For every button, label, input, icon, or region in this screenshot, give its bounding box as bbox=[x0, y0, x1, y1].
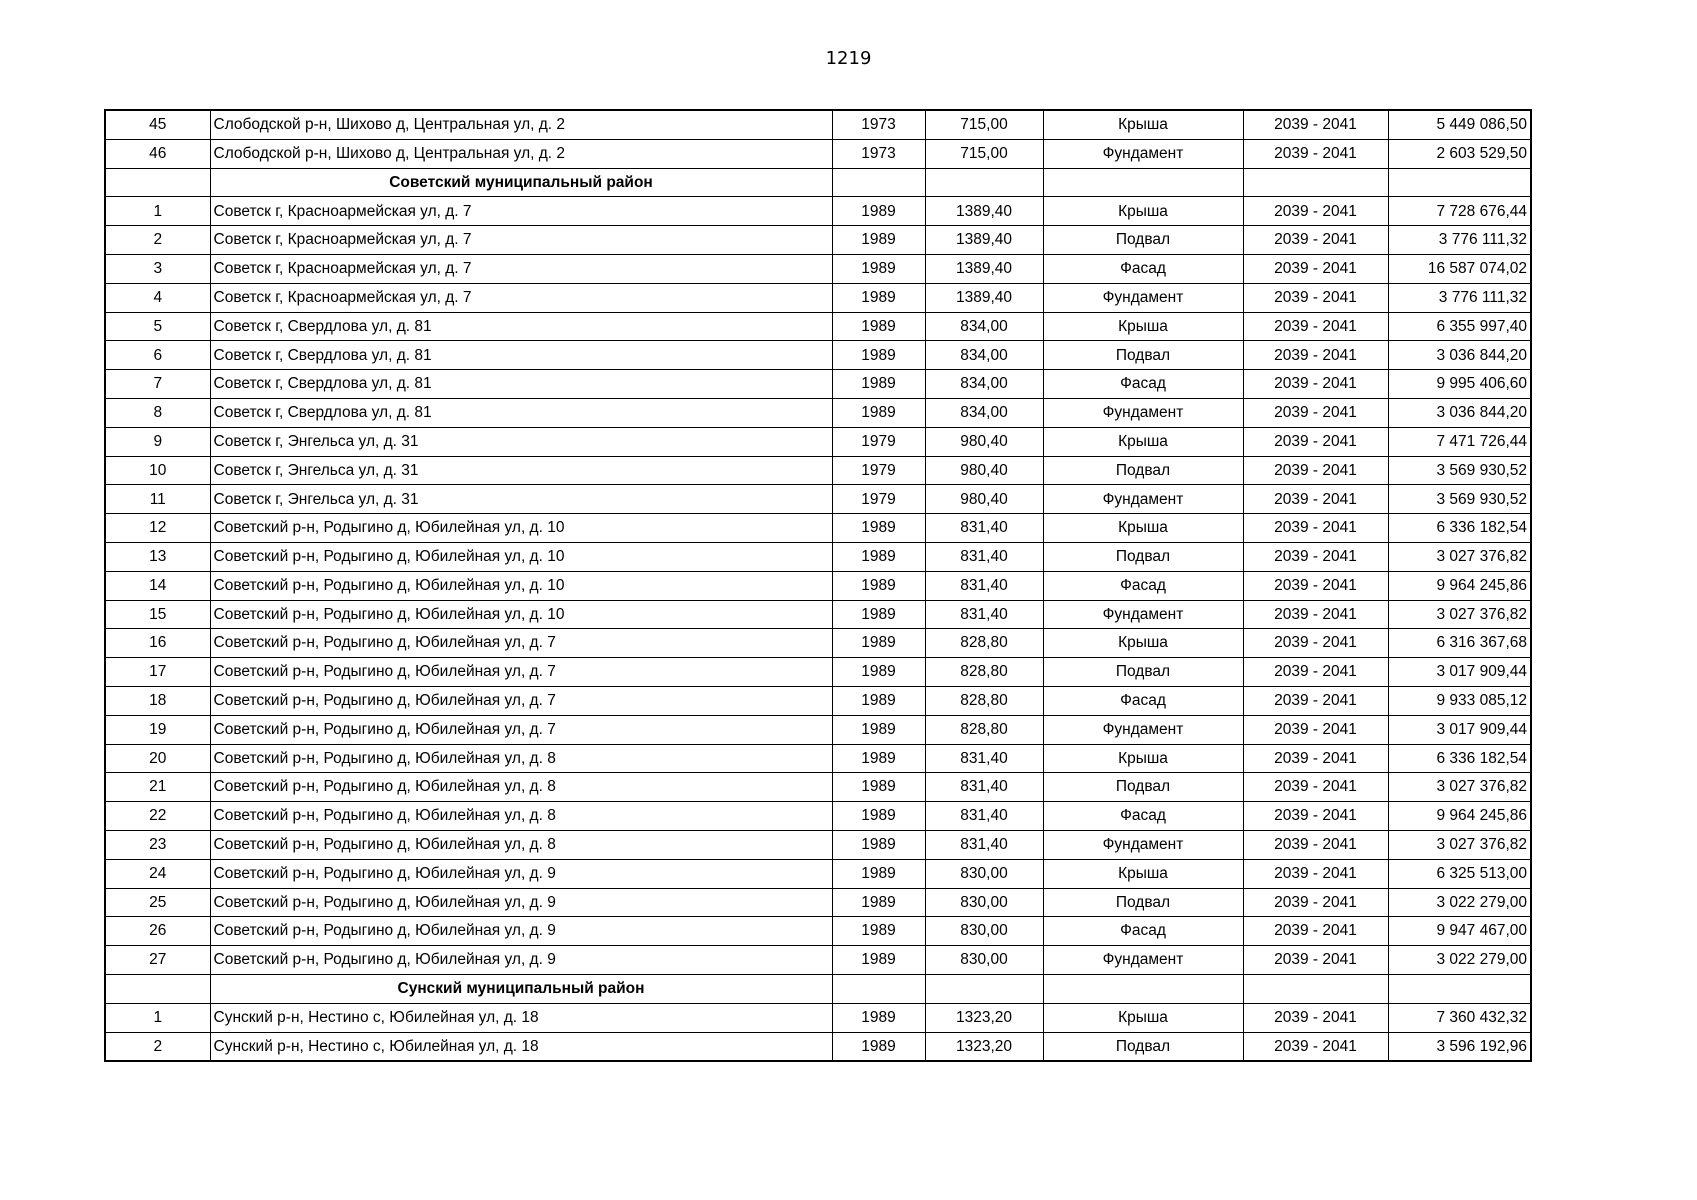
period-cell: 2039 - 2041 bbox=[1243, 802, 1388, 831]
area-cell: 834,00 bbox=[925, 370, 1043, 399]
address-cell: Советский р-н, Родыгино д, Юбилейная ул, д. 9 bbox=[210, 859, 832, 888]
build-year-cell: 1989 bbox=[832, 341, 925, 370]
work-type-cell: Крыша bbox=[1043, 427, 1243, 456]
build-year-cell: 1989 bbox=[832, 686, 925, 715]
empty-cell bbox=[1043, 168, 1243, 197]
period-cell: 2039 - 2041 bbox=[1243, 629, 1388, 658]
table-row bbox=[105, 600, 1531, 629]
period-cell: 2039 - 2041 bbox=[1243, 571, 1388, 600]
work-type-cell: Крыша bbox=[1043, 859, 1243, 888]
period-cell: 2039 - 2041 bbox=[1243, 312, 1388, 341]
table-row bbox=[105, 830, 1531, 859]
table-row bbox=[105, 1003, 1531, 1032]
period-cell: 2039 - 2041 bbox=[1243, 600, 1388, 629]
row-number-cell: 2 bbox=[105, 1032, 210, 1061]
work-type-cell: Фасад bbox=[1043, 254, 1243, 283]
row-number-cell: 20 bbox=[105, 744, 210, 773]
build-year-cell: 1989 bbox=[832, 254, 925, 283]
cost-cell: 3 027 376,82 bbox=[1388, 830, 1531, 859]
area-cell: 831,40 bbox=[925, 600, 1043, 629]
section-header-row bbox=[105, 168, 1531, 197]
cost-cell: 7 360 432,32 bbox=[1388, 1003, 1531, 1032]
work-type-cell: Фундамент bbox=[1043, 600, 1243, 629]
empty-cell bbox=[832, 168, 925, 197]
row-number-cell: 23 bbox=[105, 830, 210, 859]
area-cell: 831,40 bbox=[925, 773, 1043, 802]
period-cell: 2039 - 2041 bbox=[1243, 888, 1388, 917]
work-type-cell: Фасад bbox=[1043, 571, 1243, 600]
area-cell: 1389,40 bbox=[925, 197, 1043, 226]
build-year-cell: 1973 bbox=[832, 110, 925, 139]
cost-cell: 3 596 192,96 bbox=[1388, 1032, 1531, 1061]
period-cell: 2039 - 2041 bbox=[1243, 370, 1388, 399]
work-type-cell: Фундамент bbox=[1043, 485, 1243, 514]
cost-cell: 3 027 376,82 bbox=[1388, 600, 1531, 629]
row-number-cell: 18 bbox=[105, 686, 210, 715]
work-type-cell: Подвал bbox=[1043, 542, 1243, 571]
address-cell: Советский р-н, Родыгино д, Юбилейная ул, д. 10 bbox=[210, 542, 832, 571]
work-type-cell: Фундамент bbox=[1043, 398, 1243, 427]
area-cell: 980,40 bbox=[925, 427, 1043, 456]
work-type-cell: Крыша bbox=[1043, 110, 1243, 139]
table-row bbox=[105, 197, 1531, 226]
area-cell: 830,00 bbox=[925, 888, 1043, 917]
cost-cell: 9 964 245,86 bbox=[1388, 571, 1531, 600]
row-number-cell: 5 bbox=[105, 312, 210, 341]
row-number-cell: 17 bbox=[105, 658, 210, 687]
cost-cell: 5 449 086,50 bbox=[1388, 110, 1531, 139]
build-year-cell: 1989 bbox=[832, 859, 925, 888]
cost-cell: 9 933 085,12 bbox=[1388, 686, 1531, 715]
area-cell: 831,40 bbox=[925, 830, 1043, 859]
work-type-cell: Подвал bbox=[1043, 226, 1243, 255]
cost-cell: 3 036 844,20 bbox=[1388, 341, 1531, 370]
work-type-cell: Крыша bbox=[1043, 744, 1243, 773]
address-cell: Советский р-н, Родыгино д, Юбилейная ул, д. 7 bbox=[210, 629, 832, 658]
address-cell: Советский р-н, Родыгино д, Юбилейная ул, д. 8 bbox=[210, 744, 832, 773]
table-row bbox=[105, 283, 1531, 312]
area-cell: 828,80 bbox=[925, 658, 1043, 687]
build-year-cell: 1989 bbox=[832, 398, 925, 427]
address-cell: Советск г, Красноармейская ул, д. 7 bbox=[210, 226, 832, 255]
work-type-cell: Фундамент bbox=[1043, 139, 1243, 168]
row-number-cell: 25 bbox=[105, 888, 210, 917]
empty-cell bbox=[1388, 974, 1531, 1003]
cost-cell: 6 355 997,40 bbox=[1388, 312, 1531, 341]
address-cell: Советск г, Энгельса ул, д. 31 bbox=[210, 485, 832, 514]
cost-cell: 3 022 279,00 bbox=[1388, 946, 1531, 975]
period-cell: 2039 - 2041 bbox=[1243, 139, 1388, 168]
area-cell: 1323,20 bbox=[925, 1003, 1043, 1032]
area-cell: 980,40 bbox=[925, 485, 1043, 514]
address-cell: Советский р-н, Родыгино д, Юбилейная ул, д. 8 bbox=[210, 830, 832, 859]
table-row bbox=[105, 456, 1531, 485]
area-cell: 831,40 bbox=[925, 802, 1043, 831]
period-cell: 2039 - 2041 bbox=[1243, 485, 1388, 514]
area-cell: 715,00 bbox=[925, 110, 1043, 139]
area-cell: 828,80 bbox=[925, 686, 1043, 715]
area-cell: 1389,40 bbox=[925, 254, 1043, 283]
build-year-cell: 1989 bbox=[832, 370, 925, 399]
table-row bbox=[105, 744, 1531, 773]
cost-cell: 3 027 376,82 bbox=[1388, 542, 1531, 571]
period-cell: 2039 - 2041 bbox=[1243, 542, 1388, 571]
table-row bbox=[105, 398, 1531, 427]
cost-cell: 3 569 930,52 bbox=[1388, 456, 1531, 485]
build-year-cell: 1989 bbox=[832, 802, 925, 831]
area-cell: 831,40 bbox=[925, 744, 1043, 773]
address-cell: Советск г, Свердлова ул, д. 81 bbox=[210, 341, 832, 370]
cost-cell: 3 017 909,44 bbox=[1388, 658, 1531, 687]
cost-cell: 9 947 467,00 bbox=[1388, 917, 1531, 946]
row-number-cell: 1 bbox=[105, 197, 210, 226]
build-year-cell: 1989 bbox=[832, 600, 925, 629]
build-year-cell: 1989 bbox=[832, 946, 925, 975]
table-row bbox=[105, 658, 1531, 687]
row-number-cell: 45 bbox=[105, 110, 210, 139]
table-row bbox=[105, 1032, 1531, 1061]
build-year-cell: 1989 bbox=[832, 658, 925, 687]
build-year-cell: 1989 bbox=[832, 830, 925, 859]
build-year-cell: 1989 bbox=[832, 744, 925, 773]
period-cell: 2039 - 2041 bbox=[1243, 658, 1388, 687]
period-cell: 2039 - 2041 bbox=[1243, 427, 1388, 456]
empty-cell bbox=[105, 974, 210, 1003]
area-cell: 831,40 bbox=[925, 542, 1043, 571]
section-title: Сунский муниципальный район bbox=[210, 974, 832, 1003]
row-number-cell: 11 bbox=[105, 485, 210, 514]
work-type-cell: Фасад bbox=[1043, 802, 1243, 831]
period-cell: 2039 - 2041 bbox=[1243, 110, 1388, 139]
address-cell: Советский р-н, Родыгино д, Юбилейная ул, д. 7 bbox=[210, 715, 832, 744]
row-number-cell: 22 bbox=[105, 802, 210, 831]
work-type-cell: Фундамент bbox=[1043, 715, 1243, 744]
cost-cell: 9 964 245,86 bbox=[1388, 802, 1531, 831]
work-type-cell: Фундамент bbox=[1043, 830, 1243, 859]
work-type-cell: Подвал bbox=[1043, 658, 1243, 687]
cost-cell: 3 776 111,32 bbox=[1388, 226, 1531, 255]
address-cell: Слободской р-н, Шихово д, Центральная ул, д. 2 bbox=[210, 110, 832, 139]
address-cell: Сунский р-н, Нестино с, Юбилейная ул, д. 18 bbox=[210, 1032, 832, 1061]
area-cell: 831,40 bbox=[925, 571, 1043, 600]
row-number-cell: 21 bbox=[105, 773, 210, 802]
build-year-cell: 1989 bbox=[832, 283, 925, 312]
cost-cell: 3 017 909,44 bbox=[1388, 715, 1531, 744]
row-number-cell: 9 bbox=[105, 427, 210, 456]
period-cell: 2039 - 2041 bbox=[1243, 859, 1388, 888]
row-number-cell: 14 bbox=[105, 571, 210, 600]
address-cell: Советский р-н, Родыгино д, Юбилейная ул, д. 10 bbox=[210, 514, 832, 543]
period-cell: 2039 - 2041 bbox=[1243, 514, 1388, 543]
build-year-cell: 1989 bbox=[832, 226, 925, 255]
cost-cell: 3 569 930,52 bbox=[1388, 485, 1531, 514]
row-number-cell: 27 bbox=[105, 946, 210, 975]
address-cell: Советск г, Свердлова ул, д. 81 bbox=[210, 398, 832, 427]
row-number-cell: 24 bbox=[105, 859, 210, 888]
work-type-cell: Фасад bbox=[1043, 370, 1243, 399]
table-row bbox=[105, 859, 1531, 888]
area-cell: 1389,40 bbox=[925, 226, 1043, 255]
row-number-cell: 1 bbox=[105, 1003, 210, 1032]
area-cell: 1389,40 bbox=[925, 283, 1043, 312]
table-row bbox=[105, 571, 1531, 600]
row-number-cell: 16 bbox=[105, 629, 210, 658]
row-number-cell: 10 bbox=[105, 456, 210, 485]
cost-cell: 9 995 406,60 bbox=[1388, 370, 1531, 399]
cost-cell: 3 036 844,20 bbox=[1388, 398, 1531, 427]
page-number: 1219 bbox=[825, 48, 872, 69]
cost-cell: 2 603 529,50 bbox=[1388, 139, 1531, 168]
work-type-cell: Подвал bbox=[1043, 888, 1243, 917]
build-year-cell: 1979 bbox=[832, 456, 925, 485]
empty-cell bbox=[1388, 168, 1531, 197]
row-number-cell: 3 bbox=[105, 254, 210, 283]
address-cell: Советск г, Свердлова ул, д. 81 bbox=[210, 370, 832, 399]
build-year-cell: 1989 bbox=[832, 312, 925, 341]
period-cell: 2039 - 2041 bbox=[1243, 1003, 1388, 1032]
cost-cell: 3 027 376,82 bbox=[1388, 773, 1531, 802]
period-cell: 2039 - 2041 bbox=[1243, 456, 1388, 485]
address-cell: Советский р-н, Родыгино д, Юбилейная ул, д. 9 bbox=[210, 917, 832, 946]
section-title: Советский муниципальный район bbox=[210, 168, 832, 197]
area-cell: 715,00 bbox=[925, 139, 1043, 168]
section-header-row bbox=[105, 974, 1531, 1003]
address-cell: Советск г, Энгельса ул, д. 31 bbox=[210, 456, 832, 485]
period-cell: 2039 - 2041 bbox=[1243, 830, 1388, 859]
build-year-cell: 1989 bbox=[832, 197, 925, 226]
period-cell: 2039 - 2041 bbox=[1243, 744, 1388, 773]
row-number-cell: 46 bbox=[105, 139, 210, 168]
period-cell: 2039 - 2041 bbox=[1243, 917, 1388, 946]
empty-cell bbox=[1243, 168, 1388, 197]
table-row bbox=[105, 917, 1531, 946]
build-year-cell: 1989 bbox=[832, 888, 925, 917]
row-number-cell: 26 bbox=[105, 917, 210, 946]
table-row bbox=[105, 773, 1531, 802]
area-cell: 834,00 bbox=[925, 398, 1043, 427]
area-cell: 831,40 bbox=[925, 514, 1043, 543]
period-cell: 2039 - 2041 bbox=[1243, 398, 1388, 427]
work-type-cell: Крыша bbox=[1043, 312, 1243, 341]
address-cell: Советский р-н, Родыгино д, Юбилейная ул, д. 7 bbox=[210, 658, 832, 687]
period-cell: 2039 - 2041 bbox=[1243, 283, 1388, 312]
address-cell: Советск г, Красноармейская ул, д. 7 bbox=[210, 254, 832, 283]
build-year-cell: 1979 bbox=[832, 427, 925, 456]
build-year-cell: 1973 bbox=[832, 139, 925, 168]
repair-schedule-table bbox=[104, 109, 1532, 1062]
empty-cell bbox=[925, 168, 1043, 197]
row-number-cell: 8 bbox=[105, 398, 210, 427]
empty-cell bbox=[105, 168, 210, 197]
cost-cell: 6 336 182,54 bbox=[1388, 744, 1531, 773]
work-type-cell: Крыша bbox=[1043, 1003, 1243, 1032]
table-row bbox=[105, 370, 1531, 399]
row-number-cell: 4 bbox=[105, 283, 210, 312]
period-cell: 2039 - 2041 bbox=[1243, 946, 1388, 975]
row-number-cell: 15 bbox=[105, 600, 210, 629]
build-year-cell: 1989 bbox=[832, 773, 925, 802]
address-cell: Советский р-н, Родыгино д, Юбилейная ул, д. 9 bbox=[210, 946, 832, 975]
table-row bbox=[105, 110, 1531, 139]
address-cell: Советский р-н, Родыгино д, Юбилейная ул, д. 10 bbox=[210, 600, 832, 629]
work-type-cell: Фасад bbox=[1043, 917, 1243, 946]
work-type-cell: Подвал bbox=[1043, 1032, 1243, 1061]
address-cell: Советск г, Свердлова ул, д. 81 bbox=[210, 312, 832, 341]
address-cell: Советский р-н, Родыгино д, Юбилейная ул, д. 10 bbox=[210, 571, 832, 600]
empty-cell bbox=[925, 974, 1043, 1003]
work-type-cell: Подвал bbox=[1043, 341, 1243, 370]
period-cell: 2039 - 2041 bbox=[1243, 686, 1388, 715]
empty-cell bbox=[832, 974, 925, 1003]
build-year-cell: 1989 bbox=[832, 571, 925, 600]
table-row bbox=[105, 254, 1531, 283]
row-number-cell: 6 bbox=[105, 341, 210, 370]
area-cell: 834,00 bbox=[925, 312, 1043, 341]
work-type-cell: Крыша bbox=[1043, 197, 1243, 226]
build-year-cell: 1979 bbox=[832, 485, 925, 514]
empty-cell bbox=[1243, 974, 1388, 1003]
table-row bbox=[105, 802, 1531, 831]
cost-cell: 7 471 726,44 bbox=[1388, 427, 1531, 456]
cost-cell: 3 776 111,32 bbox=[1388, 283, 1531, 312]
table-row bbox=[105, 542, 1531, 571]
row-number-cell: 7 bbox=[105, 370, 210, 399]
build-year-cell: 1989 bbox=[832, 629, 925, 658]
table-row bbox=[105, 485, 1531, 514]
cost-cell: 6 336 182,54 bbox=[1388, 514, 1531, 543]
work-type-cell: Крыша bbox=[1043, 514, 1243, 543]
work-type-cell: Фундамент bbox=[1043, 946, 1243, 975]
work-type-cell: Крыша bbox=[1043, 629, 1243, 658]
period-cell: 2039 - 2041 bbox=[1243, 197, 1388, 226]
build-year-cell: 1989 bbox=[832, 1003, 925, 1032]
table-row bbox=[105, 888, 1531, 917]
area-cell: 828,80 bbox=[925, 715, 1043, 744]
address-cell: Советский р-н, Родыгино д, Юбилейная ул, д. 9 bbox=[210, 888, 832, 917]
address-cell: Советск г, Энгельса ул, д. 31 bbox=[210, 427, 832, 456]
table-row bbox=[105, 686, 1531, 715]
work-type-cell: Подвал bbox=[1043, 456, 1243, 485]
period-cell: 2039 - 2041 bbox=[1243, 254, 1388, 283]
cost-cell: 6 325 513,00 bbox=[1388, 859, 1531, 888]
address-cell: Сунский р-н, Нестино с, Юбилейная ул, д. 18 bbox=[210, 1003, 832, 1032]
area-cell: 828,80 bbox=[925, 629, 1043, 658]
period-cell: 2039 - 2041 bbox=[1243, 341, 1388, 370]
empty-cell bbox=[1043, 974, 1243, 1003]
row-number-cell: 2 bbox=[105, 226, 210, 255]
cost-cell: 7 728 676,44 bbox=[1388, 197, 1531, 226]
period-cell: 2039 - 2041 bbox=[1243, 226, 1388, 255]
address-cell: Слободской р-н, Шихово д, Центральная ул, д. 2 bbox=[210, 139, 832, 168]
cost-cell: 3 022 279,00 bbox=[1388, 888, 1531, 917]
area-cell: 980,40 bbox=[925, 456, 1043, 485]
build-year-cell: 1989 bbox=[832, 1032, 925, 1061]
row-number-cell: 12 bbox=[105, 514, 210, 543]
table-row bbox=[105, 427, 1531, 456]
table-row bbox=[105, 226, 1531, 255]
table-row bbox=[105, 946, 1531, 975]
work-type-cell: Фундамент bbox=[1043, 283, 1243, 312]
work-type-cell: Фасад bbox=[1043, 686, 1243, 715]
period-cell: 2039 - 2041 bbox=[1243, 1032, 1388, 1061]
table-row bbox=[105, 514, 1531, 543]
address-cell: Советск г, Красноармейская ул, д. 7 bbox=[210, 197, 832, 226]
cost-cell: 16 587 074,02 bbox=[1388, 254, 1531, 283]
address-cell: Советский р-н, Родыгино д, Юбилейная ул, д. 8 bbox=[210, 802, 832, 831]
table-row bbox=[105, 341, 1531, 370]
address-cell: Советский р-н, Родыгино д, Юбилейная ул, д. 8 bbox=[210, 773, 832, 802]
cost-cell: 6 316 367,68 bbox=[1388, 629, 1531, 658]
period-cell: 2039 - 2041 bbox=[1243, 715, 1388, 744]
area-cell: 830,00 bbox=[925, 946, 1043, 975]
table-row bbox=[105, 139, 1531, 168]
row-number-cell: 19 bbox=[105, 715, 210, 744]
table-row bbox=[105, 629, 1531, 658]
address-cell: Советский р-н, Родыгино д, Юбилейная ул, д. 7 bbox=[210, 686, 832, 715]
build-year-cell: 1989 bbox=[832, 542, 925, 571]
area-cell: 830,00 bbox=[925, 917, 1043, 946]
area-cell: 1323,20 bbox=[925, 1032, 1043, 1061]
row-number-cell: 13 bbox=[105, 542, 210, 571]
work-type-cell: Подвал bbox=[1043, 773, 1243, 802]
area-cell: 830,00 bbox=[925, 859, 1043, 888]
table-row bbox=[105, 715, 1531, 744]
table-body bbox=[105, 110, 1531, 1061]
build-year-cell: 1989 bbox=[832, 917, 925, 946]
build-year-cell: 1989 bbox=[832, 514, 925, 543]
address-cell: Советск г, Красноармейская ул, д. 7 bbox=[210, 283, 832, 312]
area-cell: 834,00 bbox=[925, 341, 1043, 370]
period-cell: 2039 - 2041 bbox=[1243, 773, 1388, 802]
build-year-cell: 1989 bbox=[832, 715, 925, 744]
table-row bbox=[105, 312, 1531, 341]
